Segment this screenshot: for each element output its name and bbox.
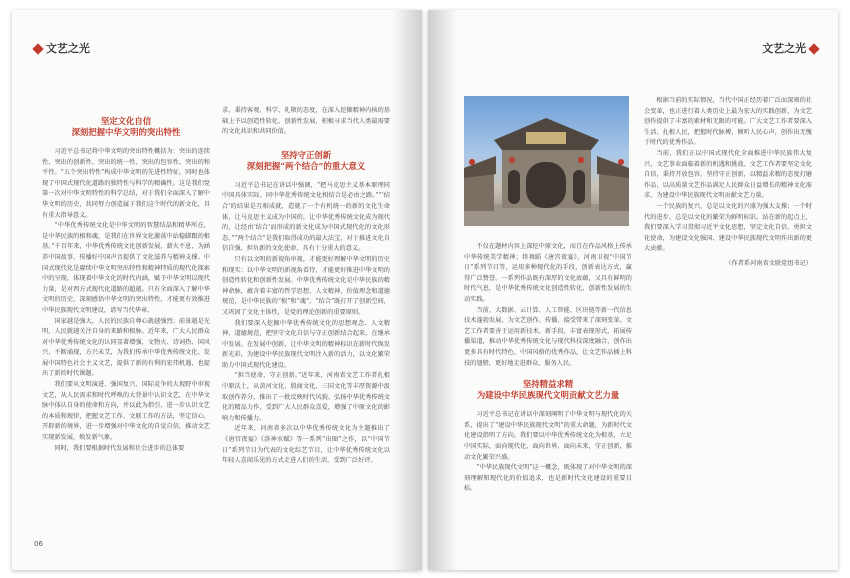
paragraph: 当前，大数据、云计算、人工智能、区块链等新一代信息技术蓬勃发展，为文艺创作、传播、接受带来了深刻变革。文艺工作者要善于运用新技术、新手段，丰富表现形式，拓展传播渠道，推动中华优秀传统文化与现代科技深度融合，创作出更多具有时代特色、中国风格的优秀作品，让文艺作品插上科技的翅膀，更好地走进群众、服务人民。 — [464, 306, 632, 367]
left-header-title: 文艺之光 — [45, 42, 90, 55]
right-header-title: 文艺之光 — [762, 42, 807, 55]
section-heading-1-line2: 深刻把握中华文明的突出特性 — [71, 127, 181, 137]
left-page-header — [34, 40, 90, 56]
paragraph: 我们要深入挖掘中华优秀传统文化的思想观念、人文精神、道德规范，把坚守文化自信与守正创新结合起来，在继承中发展、在发展中创新，让中华文明的精神标识在新时代焕发新光彩，为建设中华民族现代文明注入新的活力，以文化繁荣助力中国式现代化建设。 — [222, 319, 390, 369]
gate-photo — [464, 96, 629, 226]
paragraph: 只有以文明的新视角审视，才能更好理解中华文明的历史和现实；以中华文明的新视角看待，才能更好推进中华文明的创造性转化和创新性发展。中华优秀传统文化是中华民族的精神命脉，蕴含着丰富的哲学思想、人文精神、价值理念和道德规范，是中华民族的“根”和“魂”。“结合”既打开了创新空间，又巩固了文化主体性，是党的理论创新的重要原则。 — [222, 255, 390, 316]
section-heading-1 — [42, 116, 210, 138]
paragraph: 习近平总书记将中华文明的突出特性概括为：突出的连续性、突出的创新性、突出的统一性、突出的包容性、突出的和平性。“五个突出特性”构成中华文明的先进性特征，同时也体现了中国式现代化道路的独特性与科学的精确性。这是我们党第一次对中华文明特性的科学总结，对于我们全面深入了解中华文明的历史，共同努力创造属于我们这个时代的新文化，具有重大指导意义。 — [42, 148, 210, 219]
right-page — [428, 10, 838, 570]
diamond-icon — [32, 43, 43, 54]
right-column-2 — [644, 96, 812, 270]
paragraph: 同时，我们要根据时代发展和社会进步的总体要 — [54, 444, 185, 452]
paragraph: 习近平总书记在讲话中深刻阐明了中华文明与现代化的关系，提出了“建设中华民族现代文明”的重大命题，为新时代文化建设指明了方向。我们要以中华优秀传统文化为根基，立足中国实际，面向现代化、面向世界、面向未来，守正创新，推动文化繁荣兴盛。 — [464, 411, 632, 461]
left-page — [12, 10, 422, 570]
paragraph: “中华优秀传统文化是中华文明的智慧结晶和精华所在，是中华民族的根和魂，是我们在世界文化激荡中站稳脚跟的根基。”千百年来，中华优秀传统文化创新发展，薪火不息，为涵养中国故事、传播好中国声音提供了文化滋养与精神支撑。中国式现代化是赓续中华文明突出特性和精神特质的现代化探索中的呈现，体现着中华文化的时代内涵，赋予中华文明以现代力量，是对西方式现代化道路的超越。只有全面深入了解中华文明的历史，深刻感悟中华文明的突出特性，才能更有效推进中华民族现代文明建设，谱写当代华章。 — [42, 222, 210, 314]
archway-gate-illustration — [464, 96, 629, 226]
section-heading-1-line1: 坚定文化自信 — [100, 116, 152, 126]
paragraph: 国家越是强大，人民的民族自尊心就越强烈；前景越是光明，人民就越关注自身的来路和根脉。近年来，广大人民群众对中华优秀传统文化的认同显著增强，文物火、诗词热、国风兴，不断涌现，方兴未艾，为我们传承中华优秀传统文化、发展中国特色社会主义文艺，提供了新的有利的宏伟机遇，也提出了新的时代课题。 — [42, 317, 210, 378]
paragraph: 一个民族的复兴，总是以文化的兴盛为强大支撑；一个时代的进步，总是以文化的繁荣为鲜明标识。站在新的起点上，我们要深入学习贯彻习近平文化思想，坚定文化自信，勇担文化使命，为建设文化强国、建设中华民族现代文明作出新的更大贡献。 — [644, 202, 812, 253]
paragraph: “担当使命，守正创新。”近年来，河南省文艺工作者扎根中原沃土，从黄河文化、殷商文化、三国文化等丰厚资源中汲取创作养分，推出了一批反映时代风貌、弘扬中华优秀传统文化的精品力作，受到广大人民群众喜爱，增强了中原文化的影响力和传播力。 — [222, 372, 390, 422]
gutter-shadow — [428, 10, 458, 570]
section-heading-3 — [464, 379, 632, 401]
right-column-1 — [464, 242, 632, 495]
gutter-shadow — [392, 10, 422, 570]
right-page-header — [762, 40, 818, 56]
paragraph: 近年来，河南省多次以中华优秀传统文化为主题推出了《唐宫夜宴》《洛神水赋》等一系列“出圈”之作，以“中国节日”系列节目为代表的文化综艺节目，让中华优秀传统文化以年轻人喜闻乐见的方式走进人们的生活，受到广泛好评。 — [222, 425, 390, 465]
page-number: 06 — [34, 540, 43, 548]
section-heading-3-line1: 坚持精益求精 — [522, 379, 574, 390]
paragraph: 我们要从文明演进、强国复兴、国际竞争的大视野中审视文艺，从人民需求和时代呼唤的大背景中认识文艺，在中华文脉中体认自身的使命和方向，并以此为指引，进一步认识文艺的本质和规律，把握文艺工作、文联工作的方法，坚定信心，开辟新的境界，进一步增强对中华文化的自觉自信，推动文艺实现新发展，焕发新气象。 — [42, 381, 210, 442]
author-note: （作者系河南省文联党组书记） — [725, 259, 812, 267]
paragraph: 习近平总书记在讲话中强调，“把马克思主义基本原理同中国具体实际、同中华优秀传统文化相结合是必由之路。”“‘结合’的结果是互相成就，造就了一个有机统一的新的文化生命体，让马克思主义成为中国的，让中华优秀传统文化成为现代的，让经由‘结合’而形成的新文化成为中国式现代化的文化形态。”“两个结合”是我们取得成功的最大法宝，对于推进文化自信自强、担负新的文化使命，具有十分重大的意义。 — [222, 181, 390, 253]
diamond-icon — [808, 43, 819, 54]
paragraph: “中华民族现代文明”这一概念，既体现了对中华文明的深刻理解和现代化的价值追求，也是新时代文化建设的重要目标。 — [464, 464, 632, 493]
section-heading-2 — [222, 150, 390, 172]
paragraph: 求，秉持客观、科学、礼敬的态度，在深入挖掘精神内核的基础上予以创造性转化、创新性发展，积极寻求当代人类最需要的文化共识和共同价值。 — [222, 107, 390, 136]
left-column-2 — [222, 106, 390, 467]
paragraph: 当前，我们正以中国式现代化全面推进中华民族伟大复兴，文艺事业面临着新的机遇和挑战。文艺工作者要坚定文化自信，秉持开放包容，坚持守正创新，以精益求精的态度打磨作品，以高质量文艺作品满足人民群众日益增长的精神文化需求，为建设中华民族现代文明贡献文艺力量。 — [644, 149, 812, 200]
left-column-1 — [42, 114, 210, 454]
section-heading-2-line2: 深刻把握“两个结合”的重大意义 — [246, 160, 366, 171]
paragraph: 不仅在题材内容上深挖中原文化，而且在作品风格上传承中华传统美学精神；将舞蹈《唐宫夜宴》、河南卫视“中国节日”系列节目等，运用多种现代化的手段，创新表达方式，赢得广泛赞誉。一系列作品既有深厚的文化底蕴，又具有鲜明的时代气息，是中华优秀传统文化创造性转化、创新性发展的生动实践。 — [464, 243, 632, 303]
section-heading-3-line2: 为建设中华民族现代文明贡献文艺力量 — [476, 390, 620, 401]
section-heading-2-line1: 坚持守正创新 — [280, 149, 332, 160]
paragraph: 根据当前的实际情况，当代中国正经历着广泛而深刻的社会变革，也正进行着人类历史上最为宏大的实践创新，为文艺创作提供了丰富的素材和无限的可能。广大文艺工作者要深入生活、扎根人民，把握时代脉搏，倾听人民心声，创作出无愧于时代的优秀作品。 — [644, 97, 812, 147]
